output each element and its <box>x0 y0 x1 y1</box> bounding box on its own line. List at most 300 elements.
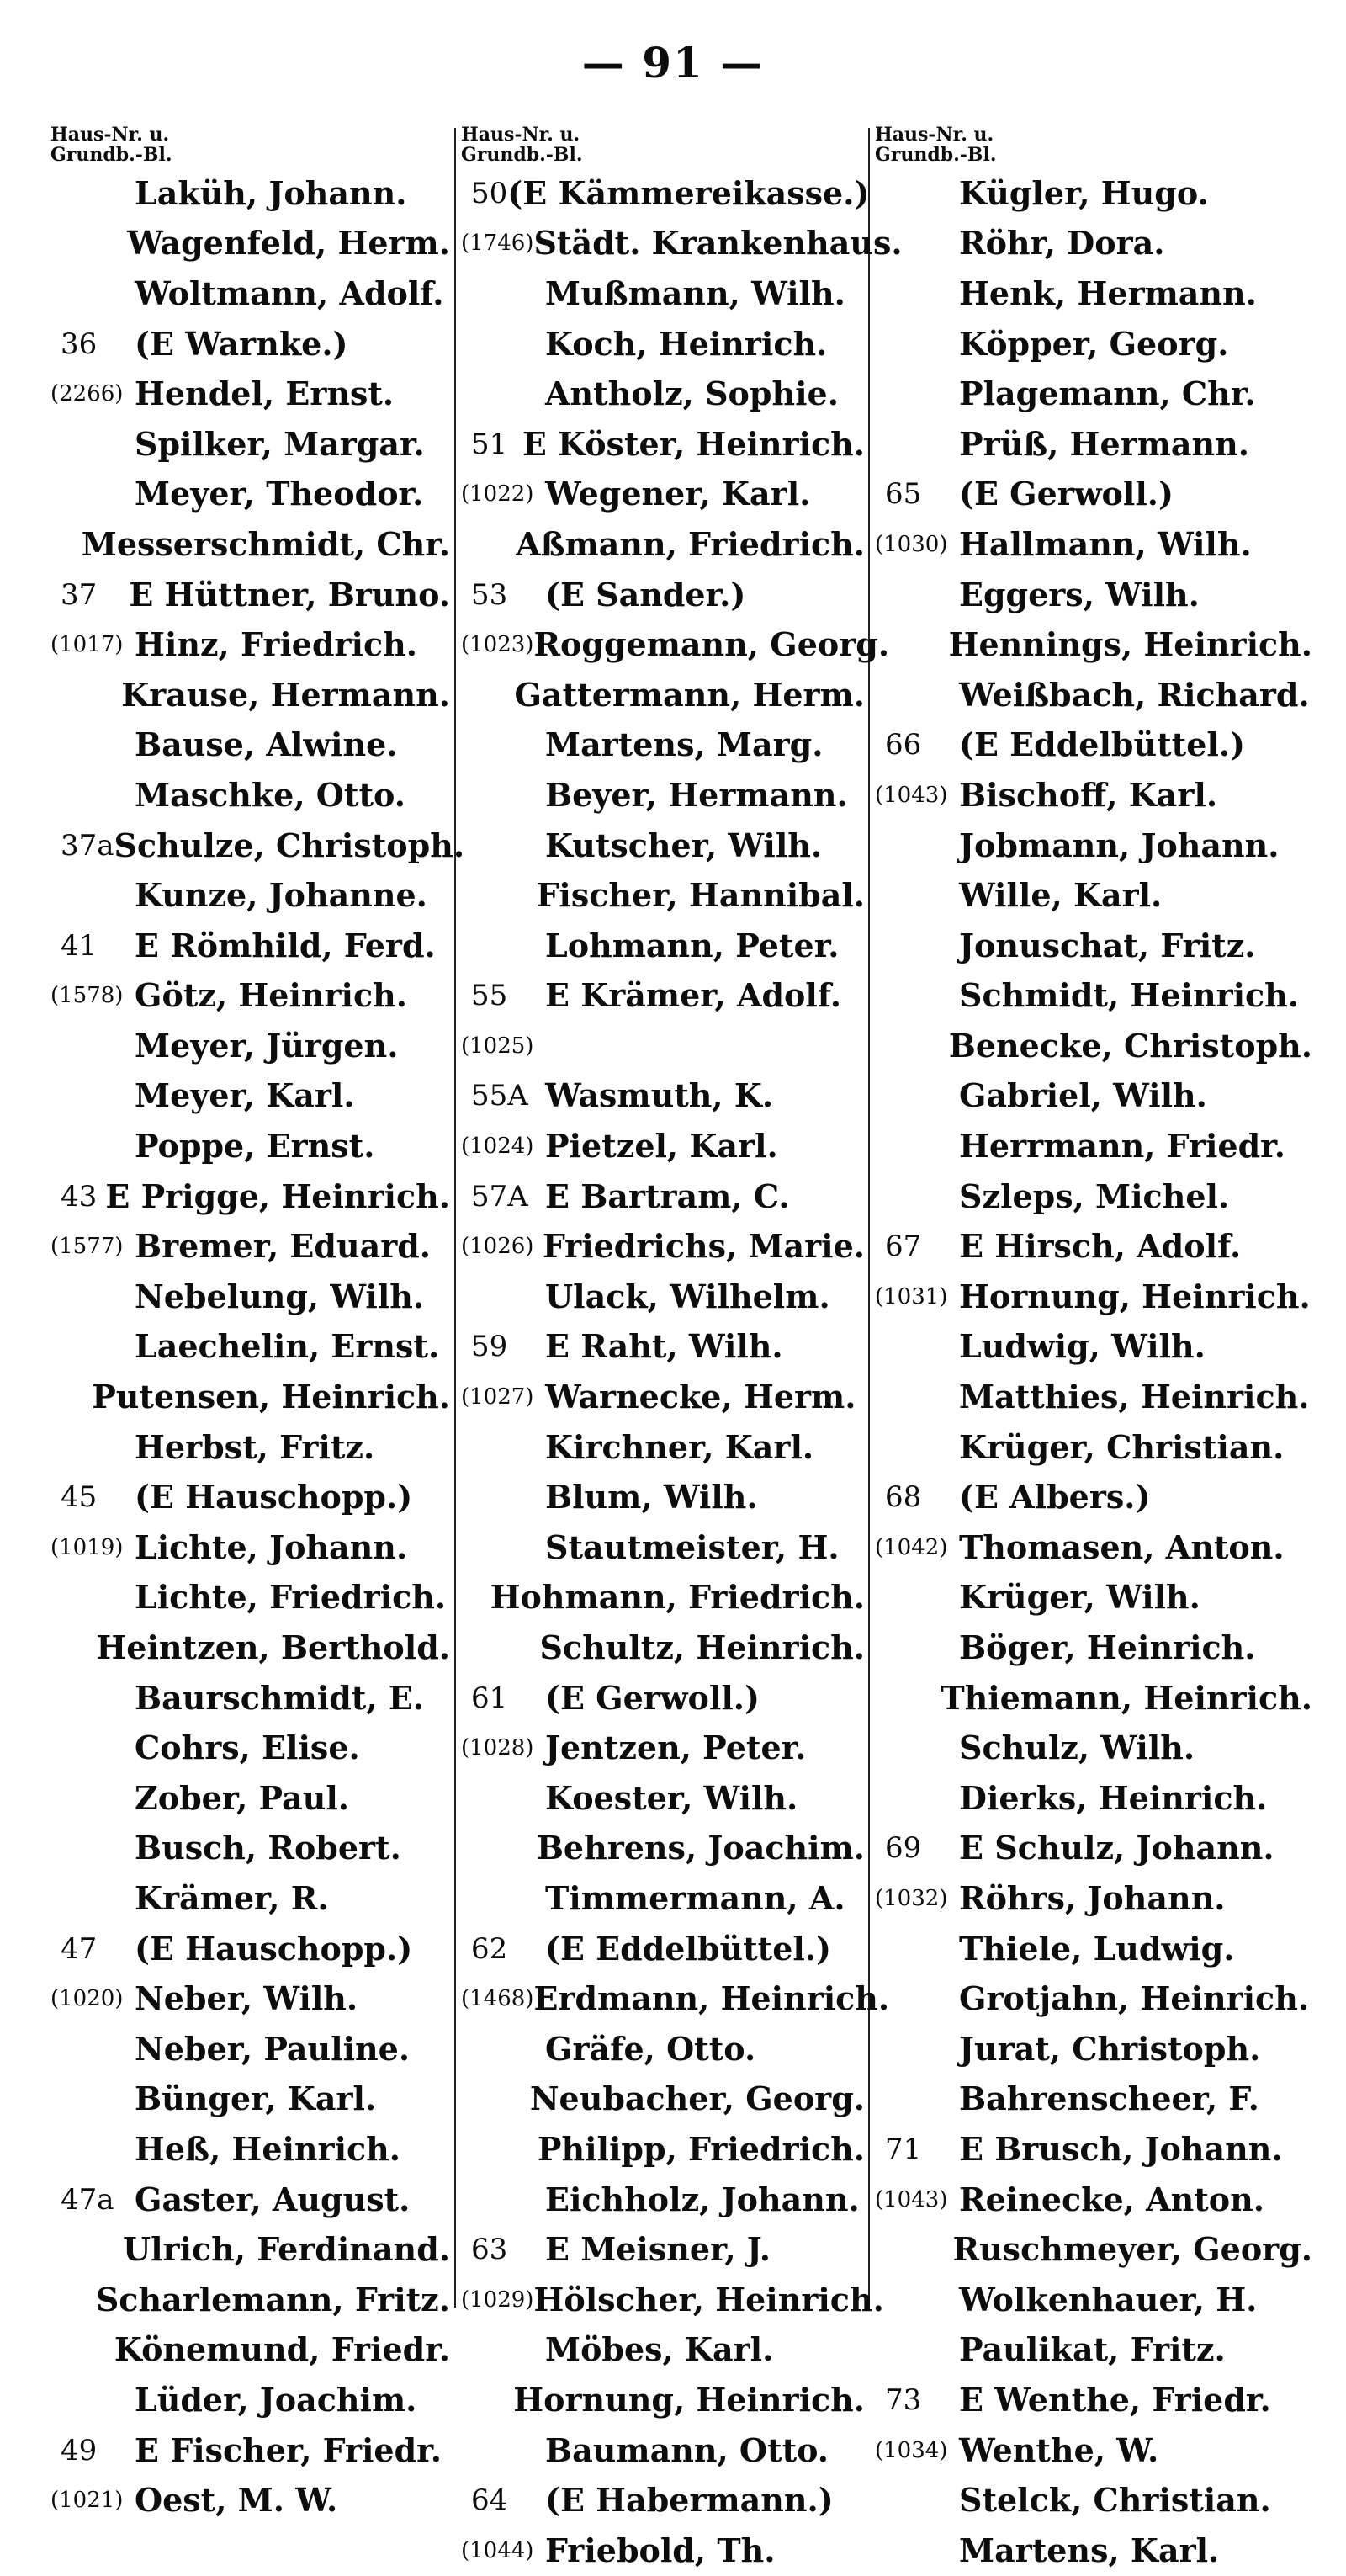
resident-entry: Zober, Paul. <box>135 1778 350 1817</box>
list-item <box>461 1723 865 1773</box>
resident-entry: Busch, Robert. <box>135 1829 401 1867</box>
list-item <box>875 1021 1312 1071</box>
list-item <box>875 2375 1312 2425</box>
house-number: 69 <box>885 1831 922 1866</box>
house-number: 37 <box>61 577 98 612</box>
list-item <box>50 1573 450 1623</box>
resident-entry: (E Eddelbüttel.) <box>959 725 1246 764</box>
list-item <box>461 219 903 269</box>
grundbuch-number: (1022) <box>461 481 534 507</box>
list-item <box>50 1121 450 1171</box>
resident-entry: Poppe, Ernst. <box>135 1127 375 1166</box>
house-number: 73 <box>885 2382 922 2417</box>
list-item <box>461 1773 865 1824</box>
resident-entry: Cohrs, Elise. <box>135 1729 360 1767</box>
resident-entry: Roggemann, Georg. <box>533 625 890 664</box>
list-item <box>461 921 865 971</box>
list-item <box>875 2074 1312 2125</box>
grundbuch-number: (1042) <box>875 1534 948 1560</box>
list-item <box>50 1171 450 1222</box>
resident-entry: Warnecke, Herm. <box>545 1378 856 1416</box>
list-item <box>875 369 1312 419</box>
column-header <box>461 125 865 165</box>
house-number: 66 <box>885 728 922 762</box>
list-item <box>875 1673 1312 1724</box>
list-item <box>461 268 865 319</box>
grundbuch-number: (1577) <box>50 1234 124 1260</box>
resident-entry: Meyer, Theodor. <box>135 475 424 513</box>
resident-entry: Städt. Krankenhaus. <box>533 224 903 263</box>
resident-entry: Behrens, Joachim. <box>536 1829 865 1867</box>
list-item <box>875 1171 1312 1222</box>
grundbuch-number: (1043) <box>875 782 948 808</box>
resident-entry: Jurat, Christoph. <box>959 2029 1261 2068</box>
resident-entry: (E Kämmereikasse.) <box>507 173 870 212</box>
resident-entry: (E Hauschopp.) <box>135 1929 413 1968</box>
list-item <box>875 2124 1312 2175</box>
list-item <box>50 1723 450 1773</box>
resident-entry: E Meisner, J. <box>545 2230 771 2269</box>
grundbuch-number: (1029) <box>461 2287 534 2313</box>
list-item <box>461 1322 865 1373</box>
resident-entry: Kirchner, Karl. <box>545 1427 814 1466</box>
resident-entry: Neubacher, Georg. <box>529 2079 865 2118</box>
list-item <box>50 319 450 369</box>
grundbuch-number: (1021) <box>50 2488 124 2514</box>
list-item <box>875 2224 1312 2275</box>
list-item <box>50 1623 450 1673</box>
house-number: 51 <box>471 427 508 461</box>
list-item <box>50 770 450 821</box>
resident-entry: Mußmann, Wilh. <box>545 274 845 312</box>
house-number: 57A <box>471 1179 528 1214</box>
list-item <box>461 720 865 771</box>
house-number: 63 <box>471 2233 508 2267</box>
resident-entry: Messerschmidt, Chr. <box>81 524 450 563</box>
list-item <box>875 2325 1312 2376</box>
list-item <box>50 168 450 219</box>
column-divider <box>454 128 456 2308</box>
list-item <box>875 770 1312 821</box>
resident-entry: Krause, Hermann. <box>121 675 450 714</box>
resident-entry: Scharlemann, Fritz. <box>95 2280 450 2318</box>
list-item <box>875 1573 1312 1623</box>
list-item <box>875 219 1312 269</box>
resident-entry: Laechelin, Ernst. <box>135 1327 440 1366</box>
resident-entry: Gräfe, Otto. <box>545 2029 756 2068</box>
resident-entry: Röhrs, Johann. <box>959 1878 1226 1917</box>
resident-entry: Hennings, Heinrich. <box>948 625 1312 664</box>
house-number: 71 <box>885 2132 922 2166</box>
resident-entry: E Fischer, Friedr. <box>135 2430 442 2469</box>
list-item <box>875 570 1312 620</box>
resident-entry: Ludwig, Wilh. <box>959 1327 1206 1366</box>
resident-entry: Henk, Hermann. <box>959 274 1257 312</box>
grundbuch-number: (1027) <box>461 1384 534 1410</box>
column-header-line: Haus-Nr. u. <box>461 124 580 146</box>
resident-entry: E Hüttner, Bruno. <box>129 575 450 613</box>
list-item <box>875 2275 1312 2325</box>
list-item <box>875 1221 1312 1272</box>
list-item <box>461 2074 865 2125</box>
resident-entry: (E Sander.) <box>545 575 746 613</box>
grundbuch-number: (1030) <box>875 531 948 557</box>
resident-entry: Martens, Karl. <box>959 2531 1220 2569</box>
list-item <box>50 619 450 670</box>
list-item <box>461 1973 890 2024</box>
list-item <box>461 319 865 369</box>
grundbuch-number: (1031) <box>875 1283 948 1309</box>
list-item <box>50 670 450 720</box>
resident-entry: Stautmeister, H. <box>545 1527 840 1566</box>
resident-entry: E Krämer, Adolf. <box>545 976 842 1015</box>
list-item <box>461 1021 865 1071</box>
grundbuch-number: (1019) <box>50 1534 124 1560</box>
resident-entry: Koch, Heinrich. <box>545 324 828 363</box>
column-header-line: Haus-Nr. u. <box>50 124 170 146</box>
list-item <box>50 870 450 921</box>
house-number: 36 <box>61 327 98 361</box>
grundbuch-number: (1034) <box>875 2437 948 2463</box>
grundbuch-number: (1025) <box>461 1033 534 1059</box>
resident-entry: Putensen, Heinrich. <box>92 1378 450 1416</box>
resident-entry: Hohmann, Friedrich. <box>490 1578 865 1617</box>
resident-entry: Hölscher, Heinrich. <box>533 2280 884 2318</box>
resident-entry: (E Gerwoll.) <box>545 1678 760 1717</box>
list-item <box>461 2425 865 2476</box>
resident-entry: Friedrichs, Marie. <box>542 1227 865 1266</box>
resident-entry: E Bartram, C. <box>545 1176 790 1215</box>
resident-entry: Kunze, Johanne. <box>135 876 427 915</box>
house-number: 65 <box>885 477 922 512</box>
list-item <box>461 419 865 470</box>
resident-entry: Plagemann, Chr. <box>959 374 1256 413</box>
list-item <box>461 519 865 570</box>
list-item <box>50 1472 450 1522</box>
resident-entry: Friebold, Th. <box>545 2531 776 2569</box>
list-item <box>461 1673 865 1724</box>
resident-entry: Thiele, Ludwig. <box>959 1929 1235 1968</box>
resident-entry: Ulrich, Ferdinand. <box>122 2230 450 2269</box>
resident-entry: Beyer, Hermann. <box>545 775 848 814</box>
resident-entry: Lohmann, Peter. <box>545 926 840 964</box>
list-item <box>50 2074 450 2125</box>
grundbuch-number: (2266) <box>50 381 124 407</box>
list-item <box>461 1221 865 1272</box>
resident-entry: Spilker, Margar. <box>135 424 425 463</box>
grundbuch-number: (1746) <box>461 231 534 257</box>
house-number: 67 <box>885 1230 922 1264</box>
list-item <box>50 1322 450 1373</box>
list-item <box>50 1522 450 1573</box>
list-item <box>461 470 865 520</box>
list-item <box>875 870 1312 921</box>
house-number: 41 <box>61 928 98 963</box>
list-item <box>875 2024 1312 2074</box>
resident-entry: Röhr, Dora. <box>959 224 1165 263</box>
grundbuch-number: (1026) <box>461 1234 534 1260</box>
resident-entry: Krüger, Wilh. <box>959 1578 1200 1617</box>
list-item <box>875 1522 1312 1573</box>
resident-entry: Hornung, Heinrich. <box>959 1277 1311 1315</box>
list-item <box>461 570 865 620</box>
house-number: 53 <box>471 577 508 612</box>
resident-entry: (E Gerwoll.) <box>959 475 1174 513</box>
list-item <box>875 168 1312 219</box>
list-item <box>875 1924 1312 1974</box>
list-item <box>875 268 1312 319</box>
resident-entry: Timmermann, A. <box>545 1878 845 1917</box>
resident-entry: Wille, Karl. <box>959 876 1163 915</box>
house-number: 43 <box>61 1179 98 1214</box>
list-item <box>50 2275 450 2325</box>
resident-entry: Möbes, Karl. <box>545 2330 774 2369</box>
list-item <box>50 570 450 620</box>
resident-entry: Heintzen, Berthold. <box>96 1628 450 1667</box>
list-item <box>50 720 450 771</box>
list-item <box>875 1723 1312 1773</box>
resident-entry: Wenthe, W. <box>959 2430 1159 2469</box>
resident-entry: Bahrenscheer, F. <box>959 2079 1259 2118</box>
resident-entry: Reinecke, Anton. <box>959 2180 1264 2218</box>
list-item <box>461 369 865 419</box>
list-item <box>50 1973 450 2024</box>
house-number: 64 <box>471 2483 508 2518</box>
house-number: 47a <box>61 2182 114 2217</box>
list-item <box>50 1422 450 1473</box>
resident-entry: Gabriel, Wilh. <box>959 1076 1207 1115</box>
resident-entry: Prüß, Hermann. <box>959 424 1249 463</box>
resident-entry: Meyer, Karl. <box>135 1076 355 1115</box>
list-item <box>50 1372 450 1422</box>
house-number: 59 <box>471 1330 508 1364</box>
list-item <box>875 1873 1312 1924</box>
resident-entry: E Hirsch, Adolf. <box>959 1227 1242 1266</box>
column-header <box>875 125 1312 165</box>
list-item <box>461 1522 865 1573</box>
resident-entry: Lichte, Johann. <box>135 1527 408 1566</box>
list-item <box>875 971 1312 1022</box>
list-item <box>461 2325 865 2376</box>
list-item <box>461 1121 865 1171</box>
house-number: 50 <box>471 176 508 210</box>
list-item <box>461 2526 865 2576</box>
resident-entry: Hornung, Heinrich. <box>513 2380 865 2419</box>
resident-entry: Heß, Heinrich. <box>135 2129 401 2168</box>
list-item <box>461 1171 865 1222</box>
list-item <box>875 1372 1312 1422</box>
list-item <box>50 2024 450 2074</box>
resident-entry: Wegener, Karl. <box>545 475 811 513</box>
resident-entry: Krämer, R. <box>135 1878 329 1917</box>
grundbuch-number: (1043) <box>875 2186 948 2212</box>
house-number: 37a <box>61 828 114 863</box>
resident-entry: (E Habermann.) <box>545 2481 834 2520</box>
list-item <box>50 1924 450 1974</box>
grundbuch-number: (1023) <box>461 632 534 658</box>
list-item <box>461 1623 865 1673</box>
grundbuch-number: (1032) <box>875 1885 948 1911</box>
house-number: 55A <box>471 1079 528 1113</box>
resident-entry: (E Warnke.) <box>135 324 348 363</box>
list-item <box>461 2124 865 2175</box>
resident-entry: E Raht, Wilh. <box>545 1327 783 1366</box>
list-item <box>875 1824 1312 1874</box>
resident-entry: E Brusch, Johann. <box>959 2129 1283 2168</box>
resident-entry: Krüger, Christian. <box>959 1427 1285 1466</box>
list-item <box>50 519 450 570</box>
page-number: — 91 — <box>581 38 765 88</box>
resident-entry: Blum, Wilh. <box>545 1478 758 1516</box>
list-item <box>50 268 450 319</box>
resident-entry: Eichholz, Johann. <box>545 2180 860 2218</box>
resident-entry: E Römhild, Ferd. <box>135 926 436 964</box>
list-item <box>50 2475 450 2526</box>
list-item <box>50 1071 450 1122</box>
resident-entry: Wolkenhauer, H. <box>959 2280 1258 2318</box>
list-item <box>50 1824 450 1874</box>
column-header-line: Grundb.-Bl. <box>461 144 583 166</box>
list-item <box>875 921 1312 971</box>
list-item <box>875 1071 1312 1122</box>
resident-entry: Weißbach, Richard. <box>959 675 1310 714</box>
resident-entry: Philipp, Friedrich. <box>537 2129 865 2168</box>
resident-entry: Erdmann, Heinrich. <box>533 1979 890 2018</box>
resident-entry: Herrmann, Friedr. <box>959 1127 1285 1166</box>
list-item <box>875 2175 1312 2225</box>
resident-entry: Böger, Heinrich. <box>959 1628 1256 1667</box>
resident-entry: (E Eddelbüttel.) <box>545 1929 832 1968</box>
list-item <box>50 419 450 470</box>
list-item <box>875 419 1312 470</box>
list-item <box>50 2375 450 2425</box>
list-item <box>50 1221 450 1272</box>
resident-entry: Baurschmidt, E. <box>135 1678 424 1717</box>
list-item <box>50 2224 450 2275</box>
list-item <box>50 1021 450 1071</box>
list-item <box>50 971 450 1022</box>
resident-entry: (E Hauschopp.) <box>135 1478 413 1516</box>
column-header-line: Haus-Nr. u. <box>875 124 994 146</box>
list-item <box>50 821 465 871</box>
resident-entry: Szleps, Michel. <box>959 1176 1230 1215</box>
resident-entry: E Wenthe, Friedr. <box>959 2380 1271 2419</box>
resident-entry: Ruschmeyer, Georg. <box>952 2230 1312 2269</box>
house-number: 45 <box>61 1480 98 1515</box>
list-item <box>461 971 865 1022</box>
house-number: 47 <box>61 1931 98 1966</box>
grundbuch-number: (1468) <box>461 1986 534 2012</box>
resident-entry: Oest, M. W. <box>135 2481 338 2520</box>
list-item <box>50 921 450 971</box>
list-item <box>50 1673 450 1724</box>
resident-entry: Neber, Pauline. <box>135 2029 411 2068</box>
list-item <box>875 821 1312 871</box>
grundbuch-number: (1024) <box>461 1134 534 1160</box>
resident-entry: E Köster, Heinrich. <box>522 424 865 463</box>
resident-entry: (E Albers.) <box>959 1478 1151 1516</box>
resident-entry: Schultz, Heinrich. <box>539 1628 865 1667</box>
resident-entry: Götz, Heinrich. <box>135 976 407 1015</box>
list-item <box>875 1472 1312 1522</box>
resident-entry: Laküh, Johann. <box>135 173 407 212</box>
resident-entry: E Schulz, Johann. <box>959 1829 1274 1867</box>
resident-entry: Wasmuth, K. <box>545 1076 774 1115</box>
list-item <box>875 2475 1312 2526</box>
resident-entry: Kügler, Hugo. <box>959 173 1209 212</box>
list-item <box>50 1873 450 1924</box>
house-number: 49 <box>61 2433 98 2467</box>
grundbuch-number: (1028) <box>461 1735 534 1761</box>
resident-entry: Martens, Marg. <box>545 725 824 764</box>
list-item <box>461 821 865 871</box>
list-item <box>875 2425 1312 2476</box>
resident-entry: Gaster, August. <box>135 2180 411 2218</box>
list-item <box>875 619 1312 670</box>
list-item <box>461 670 865 720</box>
house-number: 68 <box>885 1480 922 1515</box>
resident-entry: Neber, Wilh. <box>135 1979 358 2018</box>
resident-entry: Schulz, Wilh. <box>959 1729 1195 1767</box>
list-item <box>50 2425 450 2476</box>
resident-entry: Bremer, Eduard. <box>135 1227 432 1266</box>
resident-entry: Antholz, Sophie. <box>545 374 839 413</box>
list-item <box>875 519 1312 570</box>
resident-entry: Dierks, Heinrich. <box>959 1778 1268 1817</box>
resident-entry: Hendel, Ernst. <box>135 374 395 413</box>
list-item <box>50 2175 450 2225</box>
list-item <box>875 2526 1312 2576</box>
resident-entry: Stelck, Christian. <box>959 2481 1271 2520</box>
resident-entry: Köpper, Georg. <box>959 324 1229 363</box>
grundbuch-number: (1044) <box>461 2537 534 2563</box>
resident-entry: Schulze, Christoph. <box>114 826 465 864</box>
list-item <box>875 319 1312 369</box>
resident-entry: Koester, Wilh. <box>545 1778 798 1817</box>
resident-entry: Grotjahn, Heinrich. <box>959 1979 1310 2018</box>
list-item <box>461 2224 865 2275</box>
resident-entry: Ulack, Wilhelm. <box>545 1277 830 1315</box>
list-item <box>461 1824 865 1874</box>
resident-entry: Aßmann, Friedrich. <box>516 524 865 563</box>
column-header-line: Grundb.-Bl. <box>50 144 172 166</box>
resident-entry: Baumann, Otto. <box>545 2430 829 2469</box>
resident-entry: Hinz, Friedrich. <box>135 625 417 664</box>
list-item <box>461 1924 865 1974</box>
list-item <box>461 1422 865 1473</box>
list-item <box>50 1272 450 1322</box>
list-item <box>461 2024 865 2074</box>
list-item <box>461 2275 884 2325</box>
resident-entry: Wagenfeld, Herm. <box>127 224 450 263</box>
resident-entry: Meyer, Jürgen. <box>135 1026 399 1065</box>
resident-entry: Jobmann, Johann. <box>959 826 1280 864</box>
list-item <box>461 2475 865 2526</box>
list-item <box>461 1272 865 1322</box>
column-header-line: Grundb.-Bl. <box>875 144 997 166</box>
resident-entry: Jentzen, Peter. <box>545 1729 807 1767</box>
list-item <box>461 1573 865 1623</box>
resident-entry: Kutscher, Wilh. <box>545 826 823 864</box>
resident-entry: Bischoff, Karl. <box>959 775 1218 814</box>
list-item <box>875 720 1312 771</box>
grundbuch-number: (1017) <box>50 632 124 658</box>
resident-entry: Jonuschat, Fritz. <box>959 926 1256 964</box>
resident-entry: Benecke, Christoph. <box>948 1026 1312 1065</box>
column-left <box>50 124 465 2526</box>
list-item <box>50 2325 450 2376</box>
resident-entry: Woltmann, Adolf. <box>135 274 444 312</box>
